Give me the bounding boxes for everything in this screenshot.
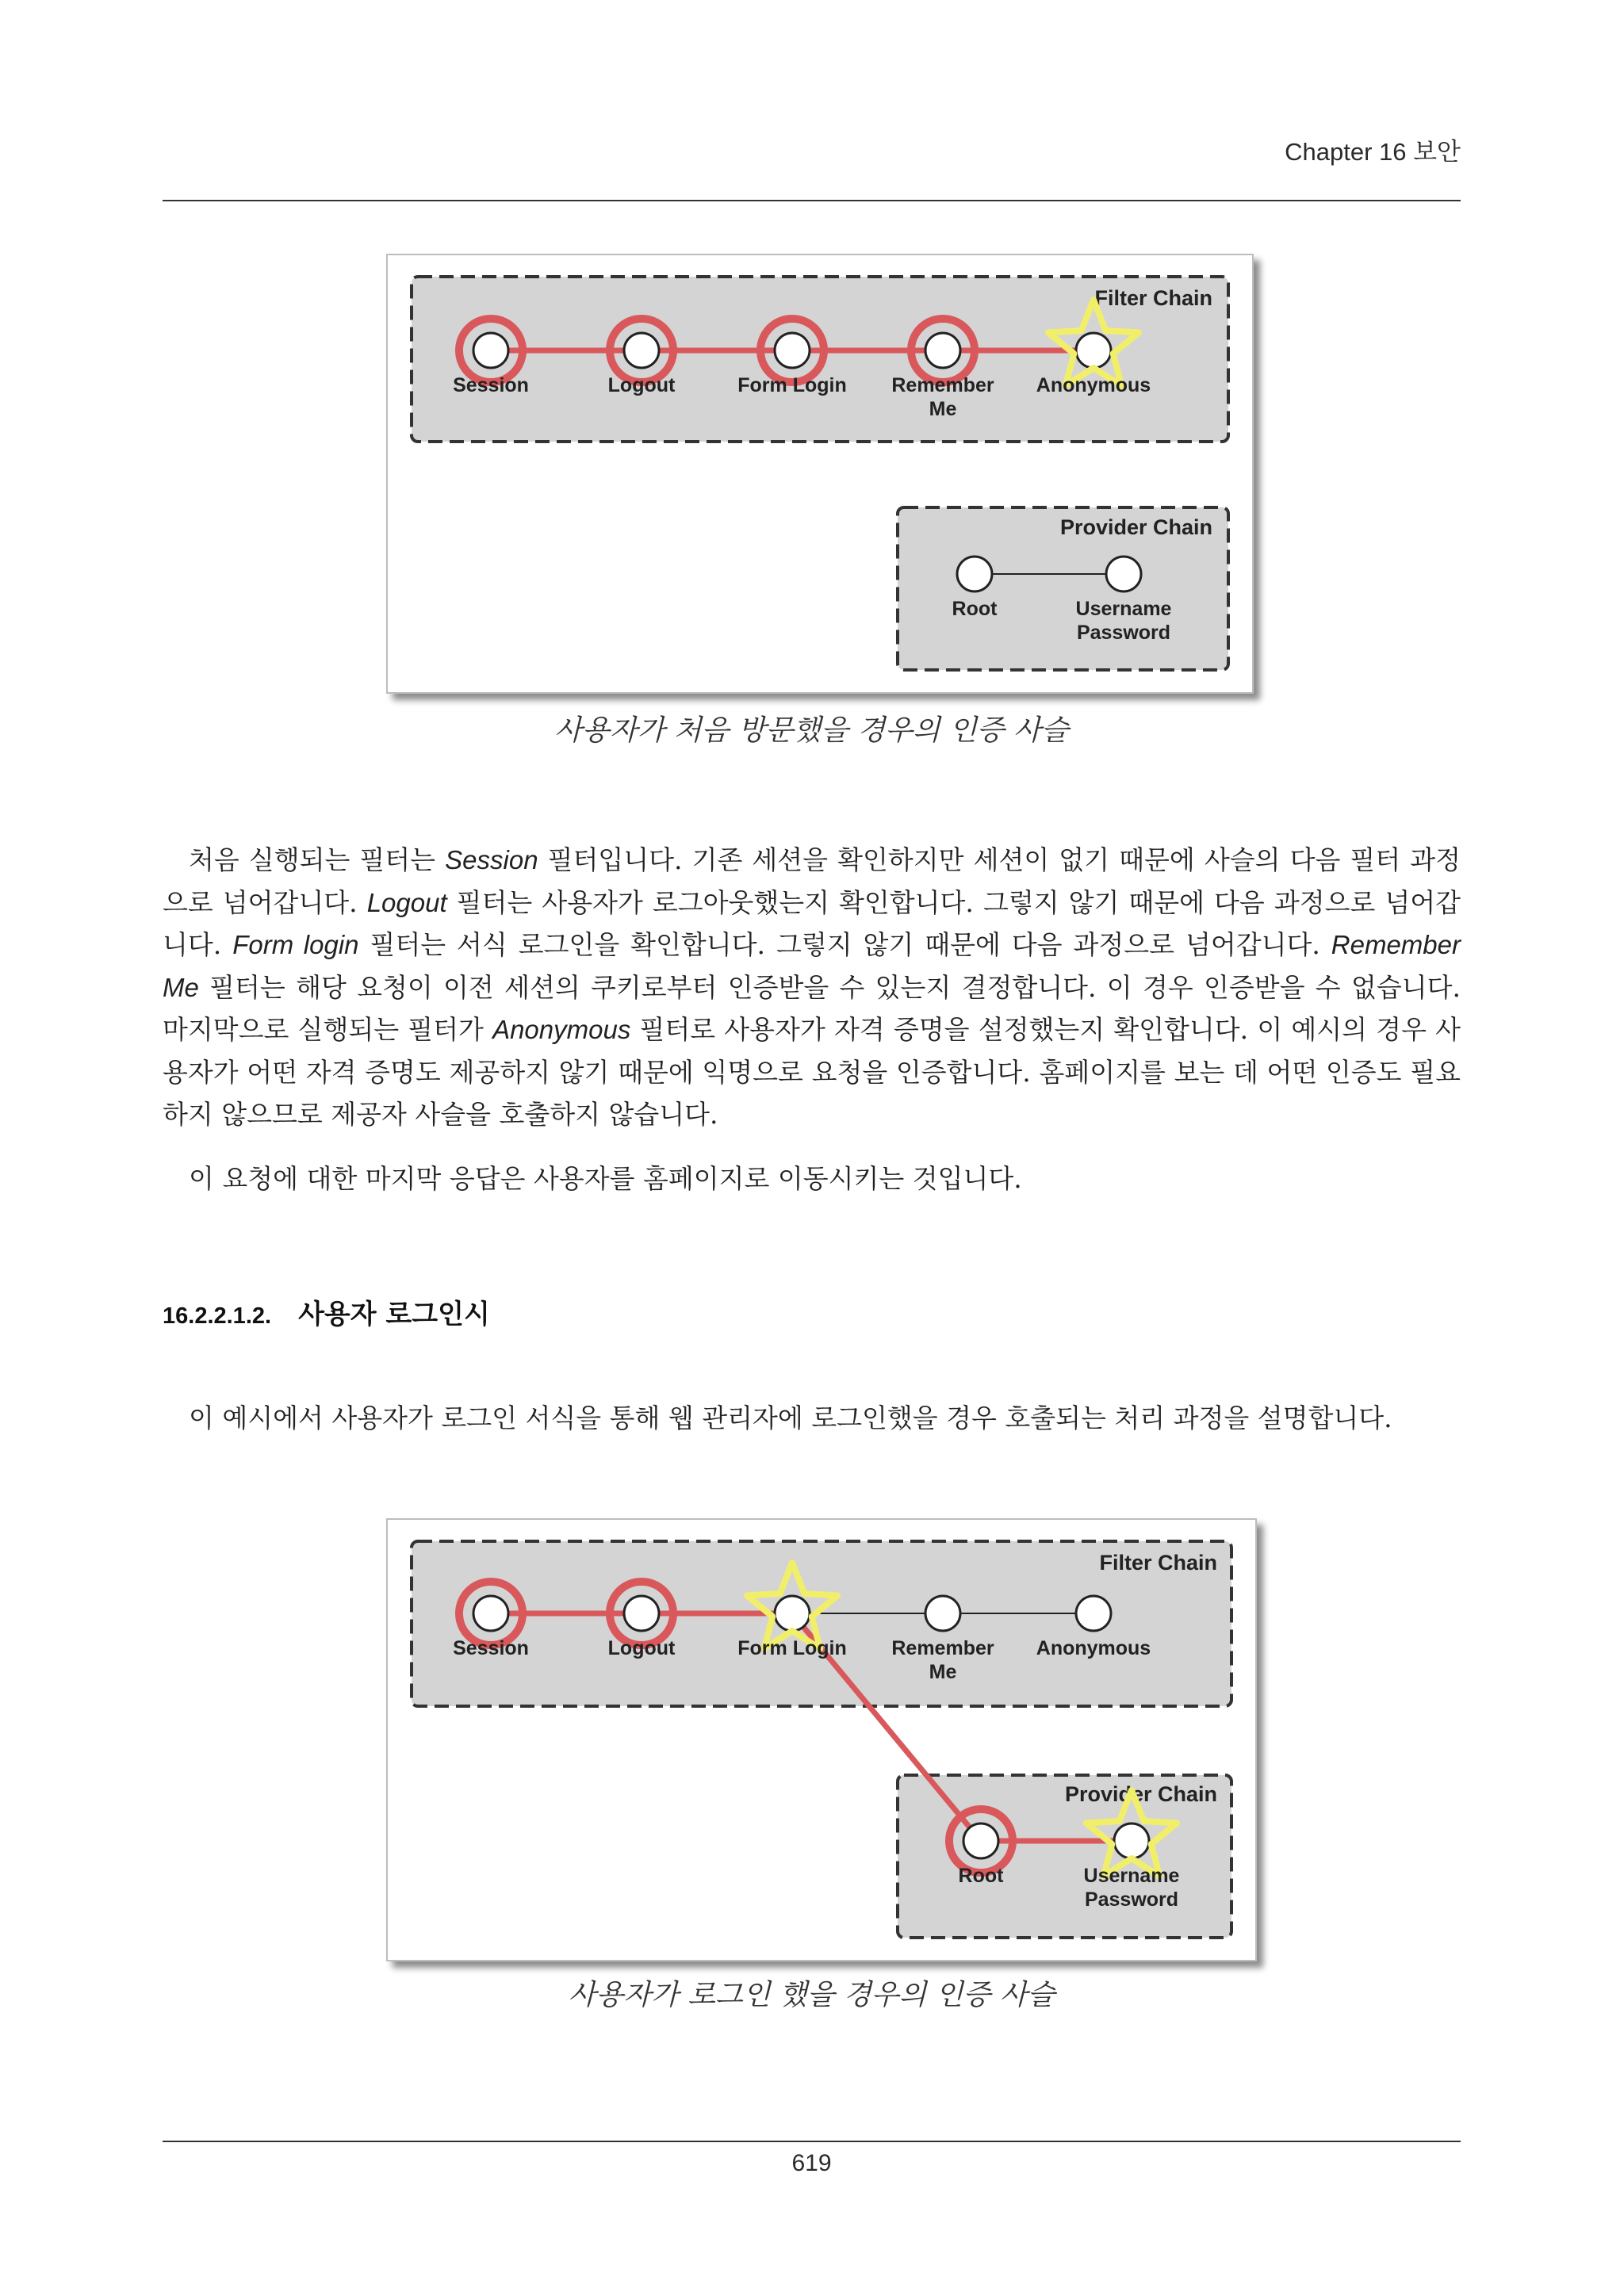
paragraph-text: 이 예시에서 사용자가 로그인 서식을 통해 웹 관리자에 로그인했을 경우 호출되는 처리 과정을 설명합니다.	[189, 1402, 1392, 1433]
filter-label-anonymous: Anonymous	[1036, 1637, 1151, 1659]
filter-label-me: Me	[929, 1661, 957, 1683]
filter-node-logout	[624, 1596, 659, 1631]
emphasized-term: Session	[445, 845, 538, 874]
running-header: Chapter 16 보안	[1285, 138, 1461, 166]
figure-login-diagram	[388, 1520, 1255, 1960]
filter-node-anonymous	[1076, 1596, 1111, 1631]
page-number: 619	[791, 2150, 832, 2176]
filter-node-remember-me	[925, 1596, 960, 1631]
body-paragraph-login-intro	[163, 1397, 1461, 1440]
filter-label-form-login: Form Login	[737, 1637, 847, 1659]
emphasized-term: Remember Me	[163, 930, 1461, 1002]
filter-label-form-login: Form Login	[737, 374, 847, 396]
filter-node-logout	[624, 333, 659, 368]
filter-label-logout: Logout	[607, 1637, 676, 1659]
provider-label-username: Username	[1075, 598, 1172, 620]
provider-node-root	[963, 1823, 998, 1858]
provider-label-password: Password	[1076, 622, 1171, 644]
figure-first-visit-chain	[386, 254, 1254, 694]
filter-label-session: Session	[453, 374, 529, 396]
filter-chain-label: Filter Chain	[1099, 1551, 1217, 1575]
body-paragraph-final-response	[163, 1158, 1461, 1200]
filter-node-anonymous	[1076, 333, 1111, 368]
filter-label-remember: Remember	[891, 374, 994, 396]
emphasized-term: Anonymous	[492, 1015, 631, 1044]
provider-label-root: Root	[958, 1865, 1004, 1887]
section-title: 사용자 로그인시	[298, 1299, 490, 1330]
filter-node-remember-me	[925, 333, 960, 368]
provider-node-root	[957, 557, 992, 591]
filter-label-anonymous: Anonymous	[1036, 374, 1151, 396]
provider-label-username: Username	[1083, 1865, 1180, 1887]
emphasized-term: Logout	[366, 887, 447, 917]
filter-chain-label: Filter Chain	[1094, 286, 1212, 310]
filter-label-session: Session	[453, 1637, 529, 1659]
paragraph-text: 필터로 사용자가 자격 증명을 설정했는지 확인합니다. 이 예시의 경우 사용자가 어떤 자격 증명도 제공하지 않기 때문에 익명으로 요청을 인증합니다. 홈페이지를 보는 데 어떤 인증도 필요하지 않으므로 제공자 사슬을 호출하지 않습니다.	[163, 1014, 1461, 1130]
provider-chain-label: Provider Chain	[1059, 515, 1212, 539]
filter-label-logout: Logout	[607, 374, 676, 396]
filter-node-form-login	[775, 1596, 810, 1631]
paragraph-text: 필터는 서식 로그인을 확인합니다. 그렇지 않기 때문에 다음 과정으로 넘어갑니다.	[358, 929, 1331, 960]
filter-node-form-login	[775, 333, 810, 368]
paragraph-text: 이 요청에 대한 마지막 응답은 사용자를 홈페이지로 이동시키는 것입니다.	[189, 1163, 1022, 1194]
filter-label-remember: Remember	[891, 1637, 994, 1659]
filter-node-session	[473, 1596, 508, 1631]
filter-label-me: Me	[929, 398, 957, 420]
provider-label-root: Root	[952, 598, 998, 620]
paragraph-text: 필터입니다. 기존 세션을 확인하지만 세션이 없기 때문에 사슬의 다음 필터 과정으로 넘어갑니다.	[163, 844, 1461, 918]
header-rule	[163, 200, 1461, 201]
figure-caption-login: 사용자가 로그인 했을 경우의 인증 사슬	[568, 1979, 1055, 2011]
figure-first-visit-diagram	[388, 255, 1252, 692]
section-number: 16.2.2.1.2.	[163, 1303, 272, 1329]
figure-login-chain	[386, 1518, 1257, 1961]
paragraph-text: 필터는 해당 요청이 이전 세션의 쿠키로부터 인증받을 수 있는지 결정합니다. 이 경우 인증받을 수 없습니다. 마지막으로 실행되는 필터가	[163, 971, 1461, 1045]
figure-caption-first-visit: 사용자가 처음 방문했을 경우의 인증 사슬	[554, 714, 1069, 747]
paragraph-text: 처음 실행되는 필터는	[189, 844, 446, 875]
body-paragraph-filter-walkthrough	[163, 839, 1461, 1136]
section-heading	[163, 1292, 490, 1331]
filter-node-session	[473, 333, 508, 368]
provider-chain-label: Provider Chain	[1064, 1782, 1217, 1806]
emphasized-term: Form login	[232, 930, 359, 959]
provider-node-username-password	[1106, 557, 1141, 591]
provider-label-password: Password	[1084, 1888, 1179, 1911]
provider-node-username-password	[1114, 1823, 1149, 1858]
paragraph-text: 필터는 사용자가 로그아웃했는지 확인합니다. 그렇지 않기 때문에 다음 과정으로 넘어갑니다.	[163, 886, 1461, 960]
